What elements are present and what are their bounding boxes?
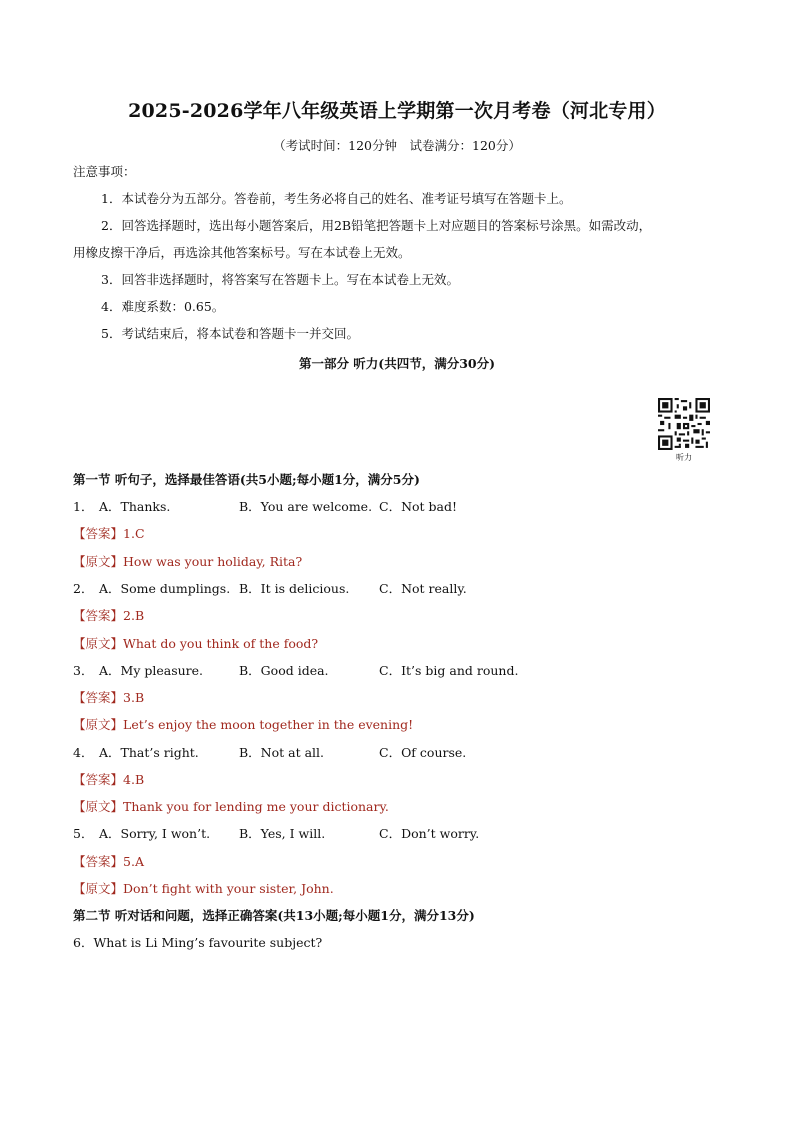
option-c: C．Not really.: [379, 581, 467, 596]
notice-item: 4．难度系数：0.65。: [101, 299, 225, 314]
script-text: Don’t fight with your sister, John.: [123, 881, 334, 896]
answer-line: [73, 607, 144, 625]
answer-line: [73, 853, 144, 871]
option-a: A．That’s right.: [99, 745, 199, 760]
script-text: How was your holiday, Rita?: [123, 554, 303, 569]
notice-item: 3．回答非选择题时，将答案写在答题卡上。写在本试卷上无效。: [101, 272, 459, 287]
question-number: 3．: [73, 663, 94, 678]
answer-value: 2.B: [123, 608, 145, 623]
option-b: B．Not at all.: [239, 745, 325, 760]
option-c: C．Of course.: [379, 745, 467, 760]
option-a: A．Thanks.: [99, 499, 171, 514]
script-text: Let’s enjoy the moon together in the evening!: [123, 717, 414, 732]
option-c: C．It’s big and round.: [379, 663, 519, 678]
answer-line: [73, 525, 145, 543]
option-b: B．It is delicious.: [239, 581, 350, 596]
answer-tag: 【答案】: [73, 854, 124, 869]
part-title: 第一部分 听力(共四节，满分30分): [298, 356, 496, 371]
answer-tag: 【答案】: [73, 526, 124, 541]
qr-caption: 听力: [676, 453, 692, 462]
notice-item: 5．考试结束后，将本试卷和答题卡一并交回。: [101, 326, 359, 341]
option-b: B．Good idea.: [239, 663, 329, 678]
answer-tag: 【答案】: [73, 608, 124, 623]
option-c: C．Don’t worry.: [379, 826, 480, 841]
qr-code-icon: [658, 398, 710, 450]
answer-line: [73, 689, 144, 707]
notice-item: 1．本试卷分为五部分。答卷前，考生务必将自己的姓名、准考证号填写在答题卡上。: [101, 191, 572, 206]
script-line: [73, 635, 318, 653]
script-line: [73, 798, 389, 816]
option-b: B．Yes, I will.: [239, 826, 326, 841]
script-tag: 【原文】: [73, 881, 124, 896]
question-number: 5．: [73, 826, 94, 841]
question-text: 6．What is Li Ming’s favourite subject?: [73, 935, 323, 950]
question-number: 4．: [73, 745, 94, 760]
notice-item-continued: 用橡皮擦干净后，再选涂其他答案标号。写在本试卷上无效。: [73, 245, 411, 260]
notice-heading: 注意事项：: [73, 164, 136, 179]
page-title: 2025-2026学年八年级英语上学期第一次月考卷（河北专用）: [128, 100, 666, 122]
script-text: Thank you for lending me your dictionary.: [123, 799, 389, 814]
exam-info: （考试时间：120分钟 试卷满分：120分）: [273, 138, 521, 153]
script-line: [73, 553, 302, 571]
answer-value: 4.B: [123, 772, 145, 787]
notice-item: 2．回答选择题时，选出每小题答案后，用2B铅笔把答题卡上对应题目的答案标号涂黑。如需改动，: [101, 218, 652, 233]
answer-tag: 【答案】: [73, 690, 124, 705]
option-a: A．Some dumplings.: [99, 581, 231, 596]
answer-tag: 【答案】: [73, 772, 124, 787]
answer-value: 1.C: [123, 526, 145, 541]
option-b: B．You are welcome.: [239, 499, 373, 514]
question-number: 1．: [73, 499, 94, 514]
script-tag: 【原文】: [73, 636, 124, 651]
option-a: A．My pleasure.: [99, 663, 204, 678]
script-tag: 【原文】: [73, 554, 124, 569]
question-number: 2．: [73, 581, 94, 596]
script-line: [73, 716, 413, 734]
script-tag: 【原文】: [73, 799, 124, 814]
answer-line: [73, 771, 144, 789]
option-c: C．Not bad!: [379, 499, 458, 514]
script-line: [73, 880, 334, 898]
option-a: A．Sorry, I won’t.: [99, 826, 211, 841]
answer-value: 5.A: [123, 854, 144, 869]
script-text: What do you think of the food?: [123, 636, 319, 651]
section-title: 第二节 听对话和问题，选择正确答案(共13小题;每小题1分，满分13分): [73, 908, 475, 923]
script-tag: 【原文】: [73, 717, 124, 732]
answer-value: 3.B: [123, 690, 145, 705]
section-title: 第一节 听句子，选择最佳答语(共5小题;每小题1分，满分5分): [73, 472, 420, 487]
